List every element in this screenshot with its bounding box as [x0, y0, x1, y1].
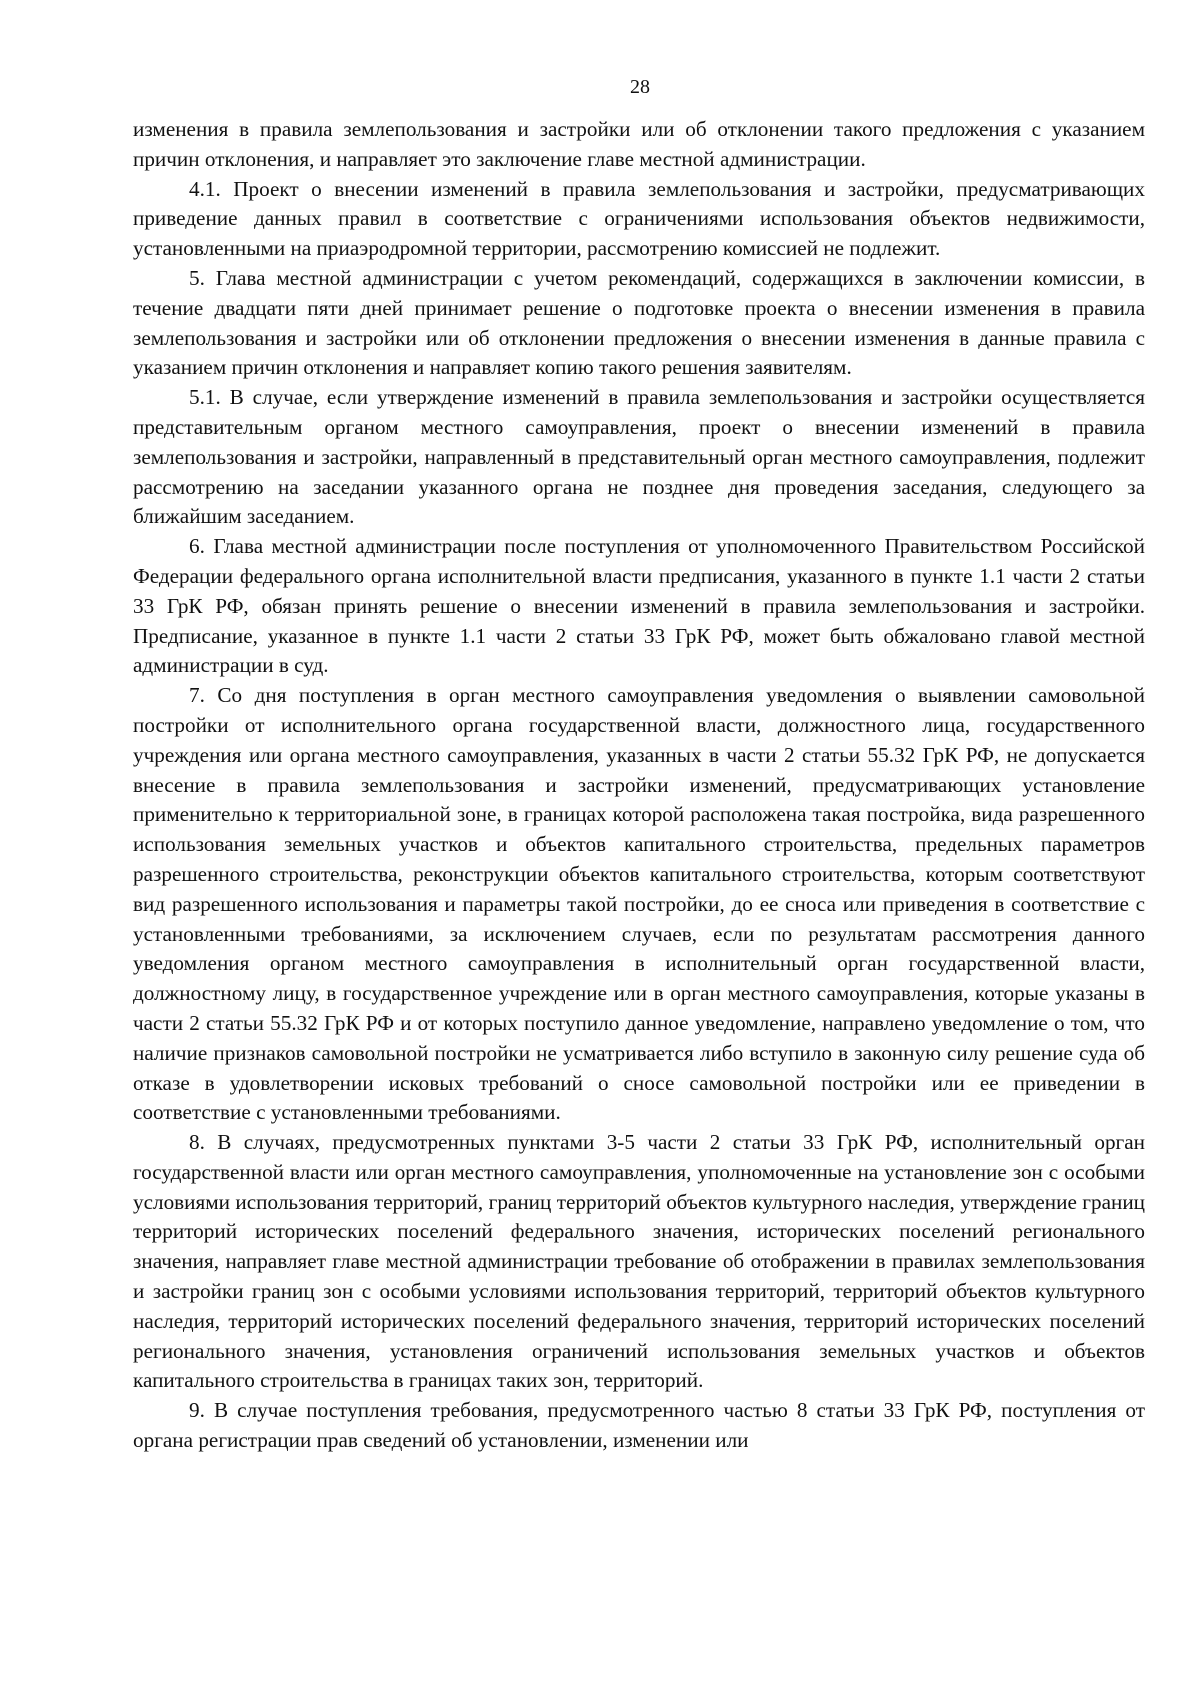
paragraph-5-1: 5.1. В случае, если утверждение изменений в правила землепользования и застройки осуществляется представительным органом местного самоуправления, проект о внесении изменений в правила землепользования и застройки, направленный в представительный орган местного самоуправления, подлежит рассмотрению на заседании указанного органа не позднее дня проведения заседания, следующего за ближайшим заседанием. [133, 385, 1145, 529]
paragraph-continuation: изменения в правила землепользования и застройки или об отклонении такого предложения с указанием причин отклонения, и направляет это заключение главе местной администрации. [133, 117, 1145, 171]
document-body [133, 115, 1145, 1456]
paragraph-6: 6. Глава местной администрации после поступления от уполномоченного Правительством Российской Федерации федерального органа исполнительной власти предписания, указанного в пункте 1.1 части 2 статьи 33 ГрК РФ, обязан принять решение о внесении изменений в правила землепользования и застройки. Предписание, указанное в пункте 1.1 части 2 статьи 33 ГрК РФ, может быть обжаловано главой местной администрации в суд. [133, 534, 1145, 678]
paragraph-9: 9. В случае поступления требования, предусмотренного частью 8 статьи 33 ГрК РФ, поступления от органа регистрации прав сведений об установлении, изменении или [133, 1398, 1145, 1453]
paragraph-8: 8. В случаях, предусмотренных пунктами 3-5 части 2 статьи 33 ГрК РФ, исполнительный орган государственной власти или орган местного самоуправления, уполномоченные на установление зон с особыми условиями использования территорий, границ территорий объектов культурного наследия, утверждение границ территорий исторических поселений федерального значения, исторических поселений регионального значения, направляет главе местной администрации требование об отображении в правилах землепользования и застройки границ зон с особыми условиями использования территорий, территорий объектов культурного наследия, территорий исторических поселений федерального значения, территорий исторических поселений регионального значения, установления ограничений использования земельных участков и объектов капитального строительства в границах таких зон, территорий. [133, 1130, 1145, 1393]
paragraph-7: 7. Со дня поступления в орган местного самоуправления уведомления о выявлении самовольной постройки от исполнительного органа государственной власти, должностного лица, государственного учреждения или органа местного самоуправления, указанных в части 2 статьи 55.32 ГрК РФ, не допускается внесение в правила землепользования и застройки изменений, предусматривающих установление применительно к территориальной зоне, в границах которой расположена такая постройка, вида разрешенного использования земельных участков и объектов капитального строительства, предельных параметров разрешенного строительства, реконструкции объектов капитального строительства, которым соответствуют вид разрешенного использования и параметры такой постройки, до ее сноса или приведения в соответствие с установленными требованиями, за исключением случаев, если по результатам рассмотрения данного уведомления органом местного самоуправления в исполнительный орган государственной власти, должностному лицу, в государственное учреждение или в орган местного самоуправления, которые указаны в части 2 статьи 55.32 ГрК РФ и от которых поступило данное уведомление, направлено уведомление о том, что наличие признаков самовольной постройки не усматривается либо вступило в законную силу решение суда об отказе в удовлетворении исковых требований о сносе самовольной постройки или ее приведении в соответствие с установленными требованиями. [133, 683, 1145, 1125]
page-number: 28 [630, 76, 650, 98]
paragraph-5: 5. Глава местной администрации с учетом рекомендаций, содержащихся в заключении комиссии, в течение двадцати пяти дней принимает решение о подготовке проекта о внесении изменения в правила землепользования и застройки или об отклонении предложения о внесении изменения в данные правила с указанием причин отклонения и направляет копию такого решения заявителям. [133, 265, 1145, 380]
paragraph-4-1: 4.1. Проект о внесении изменений в правила землепользования и застройки, предусматривающих приведение данных правил в соответствие с ограничениями использования объектов недвижимости, установленными на приаэродромной территории, рассмотрению комиссией не подлежит. [133, 176, 1145, 261]
